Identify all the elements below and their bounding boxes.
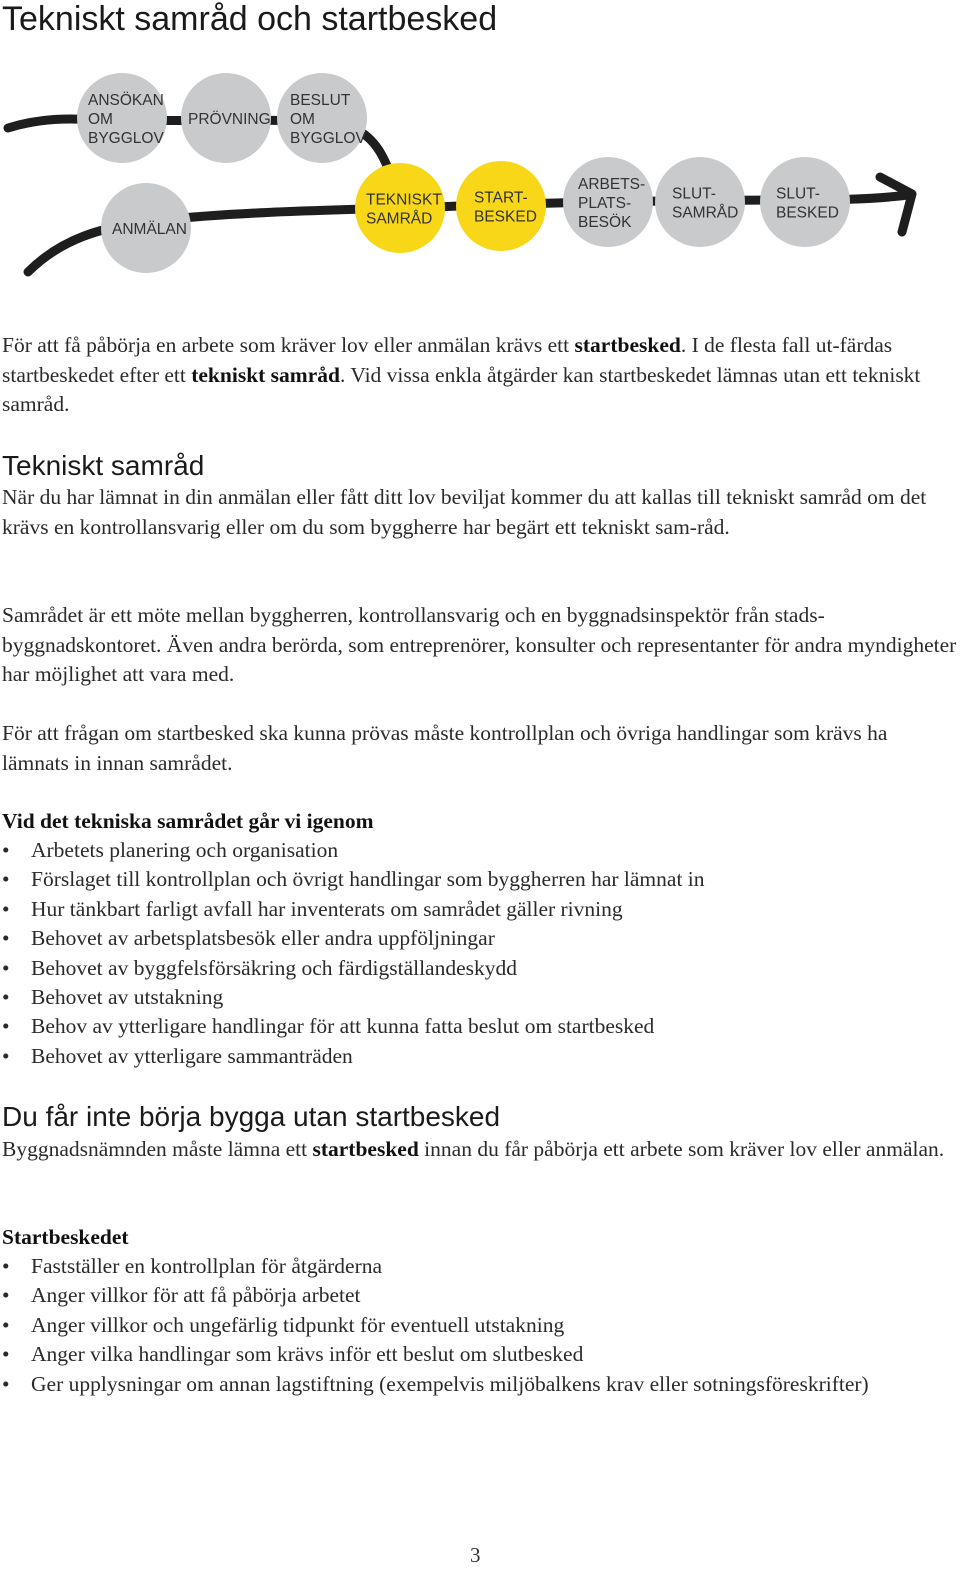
process-step	[77, 73, 167, 163]
process-step-label: OM	[88, 111, 113, 128]
section1-list-item: • Arbetets planering och organisation	[0, 836, 900, 865]
process-step-label: PLATS-	[578, 195, 632, 212]
section1-list-item: • Förslaget till kontrollplan och övrigt handlingar som byggherren har lämnat in	[0, 865, 900, 894]
process-step-label: BESKED	[474, 208, 537, 226]
process-step	[456, 161, 546, 251]
section-heading-tekniskt-samrad: Tekniskt samråd	[2, 450, 205, 481]
page-title: Tekniskt samråd och startbesked	[2, 0, 498, 38]
section2-paragraph: Byggnadsnämnden måste lämna ett startbesked innan du får påbörja ett arbete som kräver lov eller anmälan.	[2, 1137, 945, 1161]
process-step	[181, 73, 271, 163]
intro-paragraph: För att få påbörja en arbete som kräver lov eller anmälan krävs ett startbesked. I de flesta fall ut-färdas startbeskedet efter ett tekniskt samråd. Vid vissa enkla åtgärder kan startbeskedet lämnas utan ett tekniskt samråd.	[2, 333, 921, 416]
section1-list-heading: Vid det tekniska samrådet går vi igenom	[2, 809, 374, 833]
section2-list-item: • Anger villkor för att få påbörja arbetet	[0, 1281, 900, 1310]
process-step	[563, 157, 653, 247]
section1-list-item: • Behovet av ytterligare sammanträden	[0, 1042, 900, 1071]
section2-list-item: • Fastställer en kontrollplan för åtgärderna	[0, 1252, 900, 1281]
process-diagram	[0, 40, 960, 290]
section1-paragraph-1: När du har lämnat in din anmälan eller fått ditt lov beviljat kommer du att kallas till tekniskt samråd om det krävs en kontrollansvarig eller om du som byggherre har begärt ett tekniskt sam-råd.	[2, 485, 927, 539]
section2-bullet-list	[0, 1252, 900, 1399]
process-step	[760, 157, 850, 247]
process-step-label: BYGGLOV	[88, 130, 164, 147]
process-step-label: PRÖVNING	[188, 111, 271, 128]
process-step-label: ANMÄLAN	[112, 221, 187, 238]
section1-list-item: • Hur tänkbart farligt avfall har inventerats om samrådet gäller rivning	[0, 895, 900, 924]
process-step-label: BESKED	[776, 204, 839, 222]
process-step-label: OM	[290, 111, 315, 128]
section2-list-item: • Anger vilka handlingar som krävs inför ett beslut om slutbesked	[0, 1340, 900, 1369]
process-step-label: BESÖK	[578, 214, 632, 231]
process-step-label: BESLUT	[290, 92, 351, 109]
process-step-label: TEKNISKT	[366, 191, 442, 209]
process-step	[101, 183, 191, 273]
section1-list-item: • Behov av ytterligare handlingar för att kunna fatta beslut om startbesked	[0, 1012, 900, 1041]
tekniskt-samrad-emphasis: tekniskt samråd	[191, 362, 340, 387]
process-step	[277, 73, 367, 163]
process-step	[655, 157, 745, 247]
process-step-label: SLUT-	[672, 185, 716, 203]
section2-list-item: • Ger upplysningar om annan lagstiftning (exempelvis miljöbalkens krav eller sotningsföreskrifter)	[0, 1370, 900, 1399]
process-step-label: START-	[474, 189, 528, 207]
startbesked-emphasis: startbesked	[574, 333, 681, 357]
section2-list-item: • Anger villkor och ungefärlig tidpunkt för eventuell utstakning	[0, 1311, 900, 1340]
process-steps	[77, 73, 850, 273]
section1-list-item: • Behovet av utstakning	[0, 983, 900, 1012]
section1-bullet-list	[0, 836, 900, 1071]
section1-list-item: • Behovet av byggfelsförsäkring och färdigställandeskydd	[0, 954, 900, 983]
section1-list-item: • Behovet av arbetsplatsbesök eller andra uppföljningar	[0, 924, 900, 953]
process-step-label: SLUT-	[776, 185, 820, 203]
startbesked-emphasis-2: startbesked	[312, 1137, 419, 1161]
process-step-label: SAMRÅD	[366, 210, 433, 228]
process-step-label: SAMRÅD	[672, 204, 739, 222]
process-step-label: ARBETS-	[578, 176, 646, 193]
section-heading-startbesked: Du får inte börja bygga utan startbesked	[2, 1101, 501, 1132]
process-step-label: ANSÖKAN	[88, 92, 164, 109]
process-step	[355, 163, 445, 253]
section1-paragraph-2: Samrådet är ett möte mellan byggherren, kontrollansvarig och en byggnadsinspektör från stads-byggnadskontoret. Även andra berörda, som entreprenörer, konsulter och representanter för andra myndigheter har möjlighet att vara med.	[2, 603, 957, 686]
section2-list-heading: Startbeskedet	[2, 1225, 129, 1249]
section1-paragraph-3: För att frågan om startbesked ska kunna prövas måste kontrollplan och övriga handlingar som krävs ha lämnats in innan samrådet.	[2, 721, 888, 775]
process-step-label: BYGGLOV	[290, 130, 366, 147]
page-number: 3	[470, 1543, 481, 1567]
